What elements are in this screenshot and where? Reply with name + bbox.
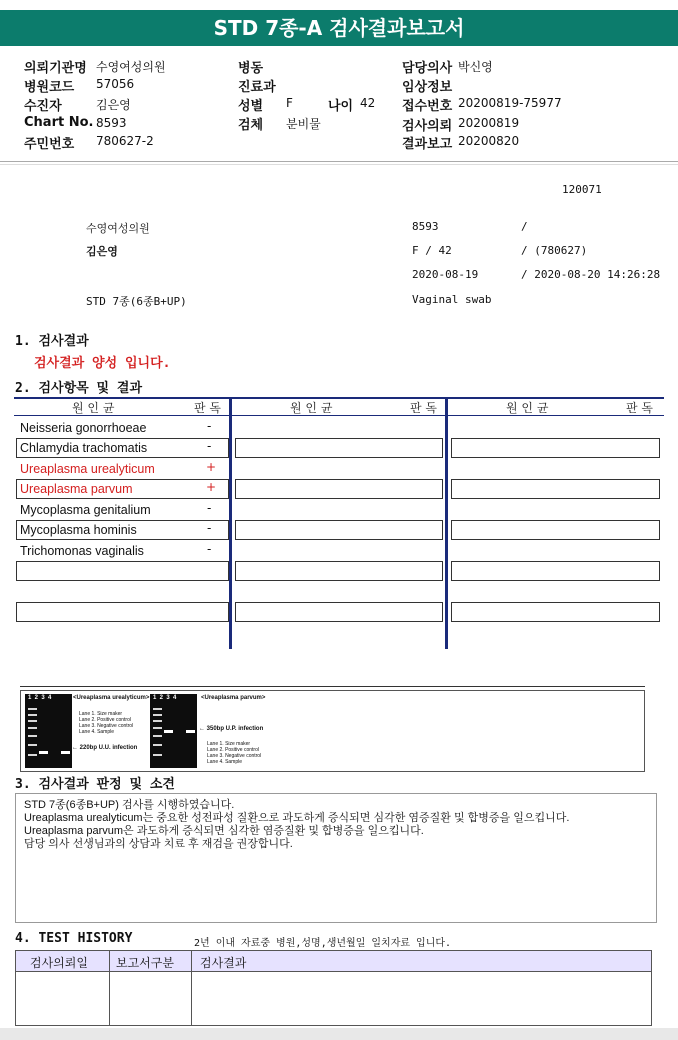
row-box	[235, 479, 443, 499]
label-request-date: 검사의뢰	[402, 119, 453, 134]
info-sex-age: F / 42	[412, 244, 452, 257]
label-receipt-number: 접수번호	[402, 99, 453, 114]
value-age: 42	[360, 96, 376, 110]
organism-name: Trichomonas vaginalis	[20, 544, 144, 558]
value-hospital-code: 57056	[96, 77, 135, 91]
value-request-date: 20200819	[458, 116, 520, 130]
organism-result: -	[207, 542, 212, 556]
gel-image-parvum	[150, 694, 197, 768]
gel-annotation-urealyticum: ← 220bp U.U. infection	[72, 745, 138, 751]
column-divider-2	[445, 397, 448, 649]
gel-title-urealyticum: <Ureaplasma urealyticum>	[73, 695, 150, 701]
gel-legend-line: Lane 3. Negative control	[79, 723, 134, 729]
report-title: STD 7종-A 검사결과보고서	[0, 10, 678, 46]
value-sex: F	[286, 96, 293, 110]
organism-result-positive: +	[206, 480, 217, 494]
history-table	[15, 950, 652, 1026]
info-test-name: STD 7종(6종B+UP)	[86, 295, 187, 308]
info-specimen: Vaginal swab	[412, 293, 492, 306]
col2-judgement-header: 판 독	[410, 401, 437, 415]
gel-annotation-parvum: ← 350bp U.P. infection	[199, 726, 264, 732]
value-resident-number: 780627-2	[96, 134, 154, 148]
label-patient: 수진자	[24, 99, 62, 114]
label-chart-no: Chart No.	[24, 115, 94, 130]
section-4-title: 4. TEST HISTORY	[15, 931, 133, 946]
label-hospital-code: 병원코드	[24, 80, 75, 95]
info-patient: 김은영	[86, 245, 118, 258]
row-box	[451, 479, 660, 499]
value-receipt-number: 20200819-75977	[458, 96, 562, 110]
gel-image-urealyticum	[25, 694, 72, 768]
history-col-divider	[191, 951, 192, 1025]
gel-title-parvum: <Ureaplasma parvum>	[201, 695, 266, 701]
history-note: 2년 이내 자료중 병원,성명,생년월일 일치자료 입니다.	[194, 938, 452, 949]
value-report-date: 20200820	[458, 134, 520, 148]
organism-result: -	[207, 501, 212, 515]
row-box	[451, 520, 660, 540]
organism-name: Mycoplasma genitalium	[20, 503, 151, 517]
value-requesting-institution: 수영여성의원	[96, 60, 166, 74]
opinion-line: STD 7종(6종B+UP) 검사를 시행하였습니다.	[24, 799, 235, 811]
label-sex: 성별	[238, 99, 264, 114]
report-code: 120071	[562, 183, 602, 196]
label-report-date: 결과보고	[402, 137, 453, 152]
opinion-line: 담당 의사 선생님과의 상담과 치료 후 재검을 권장합니다.	[24, 838, 293, 850]
row-box	[235, 561, 443, 581]
info-slash: /	[521, 220, 528, 233]
row-box	[16, 561, 229, 581]
gel-lane-numbers: 1 2 3 4	[153, 695, 177, 701]
organism-name: Neisseria gonorrhoeae	[20, 421, 147, 435]
col1-judgement-header: 판 독	[194, 401, 221, 415]
organism-result: -	[207, 521, 212, 535]
section-1-title: 1. 검사결과	[15, 334, 89, 349]
opinion-line: Ureaplasma parvum은 과도하게 증식되면 심각한 염증질환 및 합병증을 일으킵니다.	[24, 825, 424, 837]
gel-legend-line: Lane 2. Positive control	[79, 717, 131, 723]
gel-legend-line: Lane 1. Size maker	[79, 711, 123, 717]
row-box	[451, 438, 660, 458]
header-divider-shadow	[0, 164, 678, 165]
label-age: 나이	[328, 99, 354, 114]
header-info	[0, 52, 678, 162]
value-chart-no: 8593	[96, 116, 127, 130]
info-chart: 8593	[412, 220, 439, 233]
history-col-report-type: 보고서구분	[116, 956, 174, 970]
col1-organism-header: 원 인 균	[72, 401, 115, 415]
info-report-datetime: / 2020-08-20 14:26:28	[521, 268, 661, 281]
gel-figure	[20, 690, 645, 772]
header-divider	[0, 161, 678, 162]
section-3-title: 3. 검사결과 판정 및 소견	[15, 777, 175, 792]
label-specimen: 검체	[238, 118, 264, 133]
gel-legend-line: Lane 4. Sample	[207, 759, 243, 765]
label-doctor: 담당의사	[402, 61, 453, 76]
col3-organism-header: 원 인 균	[506, 401, 549, 415]
history-col-divider	[109, 951, 110, 1025]
label-clinical-info: 임상정보	[402, 80, 453, 95]
organism-name: Chlamydia trachomatis	[20, 441, 148, 455]
label-ward: 병동	[238, 61, 264, 76]
label-resident-number: 주민번호	[24, 137, 75, 152]
organism-result: -	[207, 419, 212, 433]
organism-name-positive: Ureaplasma parvum	[20, 482, 133, 496]
info-birth: / (780627)	[521, 244, 588, 257]
section-2-title: 2. 검사항목 및 결과	[15, 381, 143, 396]
value-doctor: 박신영	[458, 60, 493, 74]
opinion-text	[24, 799, 569, 851]
row-box	[235, 602, 443, 622]
gel-legend-line: Lane 4. Sample	[79, 729, 115, 735]
gel-legend-line: Lane 2. Positive control	[207, 747, 259, 753]
opinion-line: Ureaplasma urealyticum는 중요한 성전파성 질환으로 과도하게 증식되면 심각한 염증질환 및 합병증을 일으킵니다.	[24, 812, 570, 824]
value-specimen: 분비물	[286, 117, 321, 131]
column-divider-1	[229, 397, 232, 649]
organism-name-positive: Ureaplasma urealyticum	[20, 462, 155, 476]
value-patient: 김은영	[96, 98, 131, 112]
results-table	[14, 397, 664, 649]
organism-name: Mycoplasma hominis	[20, 523, 137, 537]
history-col-result: 검사결과	[200, 956, 247, 970]
history-col-request-date: 검사의뢰일	[30, 956, 88, 970]
gel-legend-line: Lane 1. Size maker	[207, 741, 251, 747]
overall-result: 검사결과 양성 입니다.	[34, 356, 171, 371]
opinion-box	[15, 793, 657, 923]
gel-top-rule	[20, 686, 645, 687]
page-bottom-bar	[0, 1028, 678, 1040]
col2-organism-header: 원 인 균	[290, 401, 333, 415]
label-department: 진료과	[238, 80, 276, 95]
row-box	[235, 438, 443, 458]
row-box	[235, 520, 443, 540]
label-requesting-institution: 의뢰기관명	[24, 61, 87, 76]
organism-result: -	[207, 439, 212, 453]
gel-legend-line: Lane 3. Negative control	[207, 753, 262, 759]
row-box	[16, 602, 229, 622]
organism-result-positive: +	[206, 460, 217, 474]
info-request-date: 2020-08-19	[412, 268, 479, 281]
history-header-row	[16, 951, 651, 972]
row-box	[451, 602, 660, 622]
row-box	[451, 561, 660, 581]
info-hospital: 수영여성의원	[86, 222, 150, 235]
gel-lane-numbers: 1 2 3 4	[28, 695, 52, 701]
col3-judgement-header: 판 독	[626, 401, 653, 415]
